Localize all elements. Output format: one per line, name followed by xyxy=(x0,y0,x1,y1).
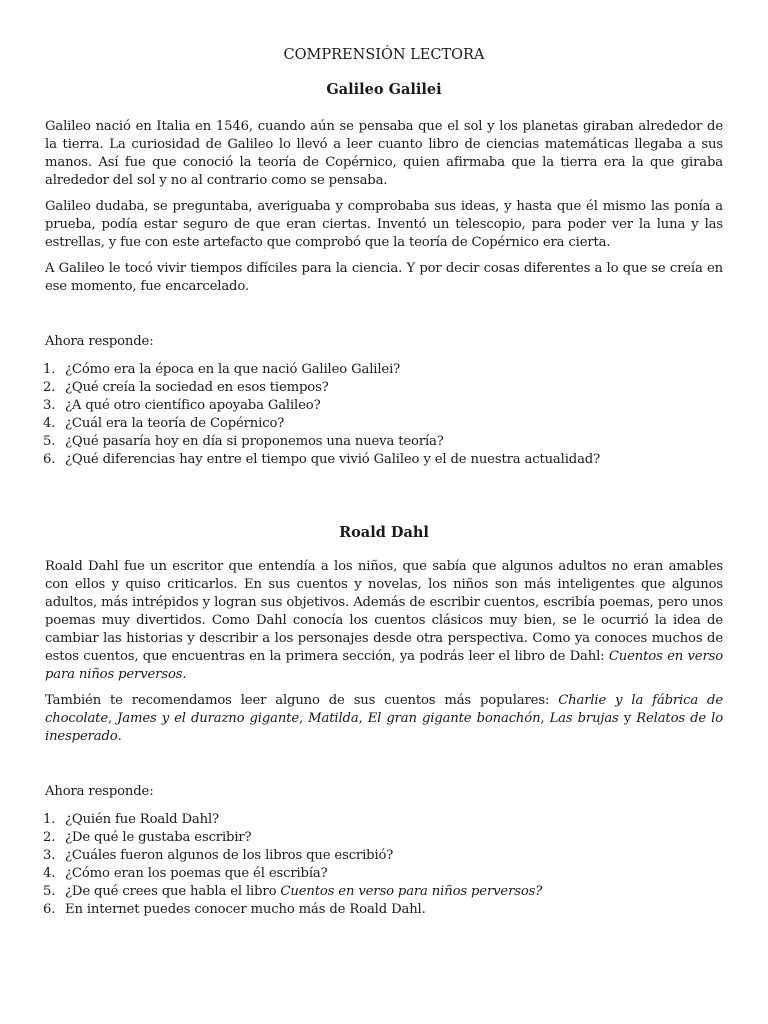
question-number: 4. xyxy=(43,416,56,431)
question-number: 3. xyxy=(43,848,56,863)
question-number: 4. xyxy=(43,866,56,881)
book-title: Matilda xyxy=(308,711,359,726)
question-text: ¿A qué otro científico apoyaba Galileo? xyxy=(65,398,321,413)
question-text: ¿Qué creía la sociedad en esos tiempos? xyxy=(65,380,329,395)
list-item xyxy=(45,865,723,883)
punctuation: . xyxy=(117,729,122,744)
dahl-paragraph-2 xyxy=(45,692,723,746)
question-number: 2. xyxy=(43,380,56,395)
list-item xyxy=(45,883,723,901)
separator: , xyxy=(107,711,118,726)
separator: y xyxy=(618,711,637,726)
question-number: 6. xyxy=(43,452,56,467)
dahl-paragraph-1 xyxy=(45,558,723,684)
question-text: ¿Cómo era la época en la que nació Galileo Galilei? xyxy=(65,362,401,377)
list-item xyxy=(45,379,723,397)
book-title: Cuentos en verso para niños perversos xyxy=(45,649,724,682)
book-title: Cuentos en verso para niños perversos? xyxy=(280,884,543,899)
separator: , xyxy=(358,711,368,726)
book-title: Charlie y la fábrica de chocolate xyxy=(45,693,723,726)
question-text: ¿Quién fue Roald Dahl? xyxy=(65,812,219,827)
list-item xyxy=(45,361,723,379)
dahl-question-list xyxy=(45,811,723,919)
question-number: 2. xyxy=(43,830,56,845)
book-title: James y el durazno gigante xyxy=(117,711,300,726)
galileo-prompt: Ahora responde: xyxy=(45,334,154,349)
question-text: ¿Qué pasaría hoy en día si proponemos una nueva teoría? xyxy=(65,434,444,449)
list-item xyxy=(45,847,723,865)
question-text: ¿Cómo eran los poemas que él escribía? xyxy=(65,866,328,881)
galileo-question-list xyxy=(45,361,723,469)
question-number: 3. xyxy=(43,398,56,413)
list-item xyxy=(45,397,723,415)
dahl-prompt: Ahora responde: xyxy=(45,784,154,799)
question-number: 6. xyxy=(43,902,56,917)
separator: , xyxy=(540,711,550,726)
galileo-section-title: Galileo Galilei xyxy=(326,81,442,98)
dahl-section-title: Roald Dahl xyxy=(339,524,429,541)
galileo-paragraph-2: Galileo dudaba, se preguntaba, averiguaba y comprobaba sus ideas, y hasta que él mismo las ponía a prueba, podía estar seguro de que eran ciertas. Inventó un telescopio, para poder ver la luna y las estrellas, y fue con este artefacto que comprobó que la teoría de Copérnico era cierta. xyxy=(45,199,723,250)
list-item xyxy=(45,901,723,919)
list-item xyxy=(45,451,723,469)
question-text: ¿De qué le gustaba escribir? xyxy=(65,830,252,845)
book-title: Las brujas xyxy=(549,711,619,726)
question-number: 5. xyxy=(43,884,56,899)
book-title: El gran gigante bonachón xyxy=(367,711,541,726)
question-text: ¿Cuál era la teoría de Copérnico? xyxy=(65,416,285,431)
dahl-section-body xyxy=(45,558,723,919)
question-text: ¿De qué crees que habla el libro xyxy=(65,884,281,899)
question-number: 1. xyxy=(43,812,56,827)
question-text: ¿Qué diferencias hay entre el tiempo que vivió Galileo y el de nuestra actualidad? xyxy=(65,452,601,467)
question-number: 5. xyxy=(43,434,56,449)
punctuation: . xyxy=(182,667,187,682)
list-item xyxy=(45,829,723,847)
galileo-paragraph-1: Galileo nació en Italia en 1546, cuando aún se pensaba que el sol y los planetas giraban alrededor de la tierra. La curiosidad de Galileo lo llevó a leer cuanto libro de ciencias matemáticas llegaba a sus manos. Así fue que conoció la teoría de Copérnico, quien afirmaba que la tierra era la que giraba alrededor del sol y no al contrario como se pensaba. xyxy=(45,119,723,188)
galileo-paragraph-3: A Galileo le tocó vivir tiempos difíciles para la ciencia. Y por decir cosas diferentes a lo que se creía en ese momento, fue encarcelado. xyxy=(45,261,723,294)
dahl-paragraph-1-text: Roald Dahl fue un escritor que entendía a los niños, que sabía que algunos adultos no eran amables con ellos y quiso criticarlos. En sus cuentos y novelas, los niños son más inteligentes que algunos adultos, más intrépidos y logran sus objetivos. Además de escribir cuentos, escribía poemas, pero unos poemas muy divertidos. Como Dahl conocía los cuentos clásicos muy bien, se le ocurrió la idea de cambiar las historias y describir a los personajes desde otra perspectiva. Como ya conoces muchos de estos cuentos, que encuentras en la primera sección, ya podrás leer el libro de Dahl: xyxy=(45,559,723,664)
question-text: ¿Cuáles fueron algunos de los libros que escribió? xyxy=(65,848,394,863)
document-title: COMPRENSIÓN LECTORA xyxy=(283,47,485,63)
dahl-paragraph-2-text: También te recomendamos leer alguno de sus cuentos más populares: xyxy=(45,693,559,708)
question-number: 1. xyxy=(43,362,56,377)
list-item xyxy=(45,433,723,451)
question-text: En internet puedes conocer mucho más de Roald Dahl. xyxy=(65,902,426,917)
list-item xyxy=(45,415,723,433)
book-title: Relatos de lo inesperado xyxy=(45,711,723,744)
separator: , xyxy=(299,711,309,726)
list-item xyxy=(45,811,723,829)
